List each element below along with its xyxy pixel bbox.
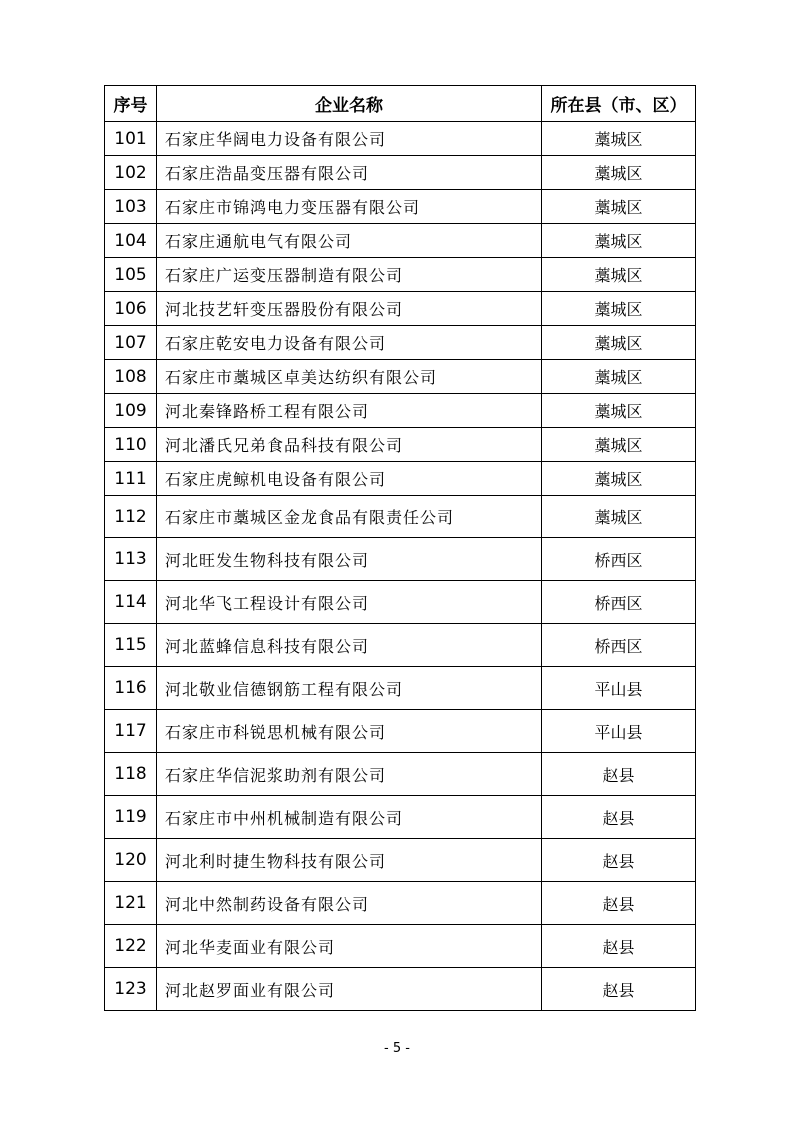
cell-serial-number: 114: [105, 581, 157, 624]
cell-serial-number: 120: [105, 839, 157, 882]
cell-serial-number: 103: [105, 190, 157, 224]
cell-enterprise-name: 河北旺发生物科技有限公司: [157, 538, 542, 581]
cell-serial-number: 117: [105, 710, 157, 753]
cell-serial-number: 122: [105, 925, 157, 968]
cell-enterprise-name: 石家庄虎鲸机电设备有限公司: [157, 462, 542, 496]
cell-serial-number: 109: [105, 394, 157, 428]
table-body: [105, 122, 696, 1011]
cell-county: 赵县: [542, 839, 696, 882]
cell-county: 藁城区: [542, 224, 696, 258]
table-row: [105, 326, 696, 360]
cell-enterprise-name: 河北华飞工程设计有限公司: [157, 581, 542, 624]
cell-county: 藁城区: [542, 360, 696, 394]
cell-enterprise-name: 石家庄市中州机械制造有限公司: [157, 796, 542, 839]
cell-enterprise-name: 石家庄广运变压器制造有限公司: [157, 258, 542, 292]
header-serial-number: 序号: [105, 86, 157, 122]
cell-enterprise-name: 河北利时捷生物科技有限公司: [157, 839, 542, 882]
cell-enterprise-name: 石家庄通航电气有限公司: [157, 224, 542, 258]
table-row: [105, 796, 696, 839]
cell-serial-number: 105: [105, 258, 157, 292]
table-row: [105, 156, 696, 190]
table-row: [105, 753, 696, 796]
table-row: [105, 496, 696, 538]
table-row: [105, 882, 696, 925]
table-row: [105, 538, 696, 581]
table-row: [105, 925, 696, 968]
cell-county: 赵县: [542, 882, 696, 925]
cell-county: 藁城区: [542, 462, 696, 496]
cell-serial-number: 110: [105, 428, 157, 462]
cell-serial-number: 104: [105, 224, 157, 258]
cell-serial-number: 119: [105, 796, 157, 839]
table-row: [105, 624, 696, 667]
cell-enterprise-name: 石家庄市锦鸿电力变压器有限公司: [157, 190, 542, 224]
cell-enterprise-name: 石家庄浩晶变压器有限公司: [157, 156, 542, 190]
table-row: [105, 581, 696, 624]
cell-serial-number: 112: [105, 496, 157, 538]
cell-county: 桥西区: [542, 538, 696, 581]
cell-serial-number: 123: [105, 968, 157, 1011]
cell-enterprise-name: 河北潘氏兄弟食品科技有限公司: [157, 428, 542, 462]
table-header-row: [105, 86, 696, 122]
table-row: [105, 224, 696, 258]
header-enterprise-name: 企业名称: [157, 86, 542, 122]
cell-serial-number: 116: [105, 667, 157, 710]
table-row: [105, 462, 696, 496]
table-row: [105, 667, 696, 710]
cell-county: 藁城区: [542, 190, 696, 224]
cell-serial-number: 107: [105, 326, 157, 360]
cell-county: 赵县: [542, 753, 696, 796]
cell-serial-number: 108: [105, 360, 157, 394]
cell-enterprise-name: 石家庄华信泥浆助剂有限公司: [157, 753, 542, 796]
table-row: [105, 394, 696, 428]
table-row: [105, 258, 696, 292]
cell-enterprise-name: 河北华麦面业有限公司: [157, 925, 542, 968]
cell-enterprise-name: 石家庄华阔电力设备有限公司: [157, 122, 542, 156]
table-row: [105, 428, 696, 462]
cell-serial-number: 115: [105, 624, 157, 667]
cell-county: 藁城区: [542, 156, 696, 190]
cell-enterprise-name: 河北敬业信德钢筋工程有限公司: [157, 667, 542, 710]
cell-county: 藁城区: [542, 326, 696, 360]
cell-county: 藁城区: [542, 122, 696, 156]
cell-enterprise-name: 石家庄市科锐思机械有限公司: [157, 710, 542, 753]
page-number: - 5 -: [384, 1041, 410, 1056]
enterprise-table: [104, 85, 696, 1011]
cell-county: 赵县: [542, 968, 696, 1011]
header-county: 所在县（市、区）: [542, 86, 696, 122]
cell-enterprise-name: 石家庄乾安电力设备有限公司: [157, 326, 542, 360]
cell-serial-number: 106: [105, 292, 157, 326]
cell-enterprise-name: 河北蓝蜂信息科技有限公司: [157, 624, 542, 667]
cell-serial-number: 118: [105, 753, 157, 796]
table-row: [105, 968, 696, 1011]
cell-serial-number: 113: [105, 538, 157, 581]
table-row: [105, 190, 696, 224]
cell-county: 平山县: [542, 667, 696, 710]
cell-county: 桥西区: [542, 581, 696, 624]
table-row: [105, 710, 696, 753]
cell-county: 平山县: [542, 710, 696, 753]
cell-county: 赵县: [542, 925, 696, 968]
cell-enterprise-name: 河北中然制药设备有限公司: [157, 882, 542, 925]
cell-enterprise-name: 河北技艺轩变压器股份有限公司: [157, 292, 542, 326]
cell-county: 藁城区: [542, 292, 696, 326]
table-row: [105, 839, 696, 882]
cell-enterprise-name: 石家庄市藁城区金龙食品有限责任公司: [157, 496, 542, 538]
cell-serial-number: 101: [105, 122, 157, 156]
cell-county: 藁城区: [542, 428, 696, 462]
cell-serial-number: 121: [105, 882, 157, 925]
cell-county: 藁城区: [542, 394, 696, 428]
cell-serial-number: 111: [105, 462, 157, 496]
cell-county: 藁城区: [542, 258, 696, 292]
cell-county: 桥西区: [542, 624, 696, 667]
table-row: [105, 292, 696, 326]
table-row: [105, 122, 696, 156]
cell-enterprise-name: 河北赵罗面业有限公司: [157, 968, 542, 1011]
cell-enterprise-name: 河北秦锋路桥工程有限公司: [157, 394, 542, 428]
table-row: [105, 360, 696, 394]
cell-enterprise-name: 石家庄市藁城区卓美达纺织有限公司: [157, 360, 542, 394]
cell-serial-number: 102: [105, 156, 157, 190]
cell-county: 赵县: [542, 796, 696, 839]
cell-county: 藁城区: [542, 496, 696, 538]
